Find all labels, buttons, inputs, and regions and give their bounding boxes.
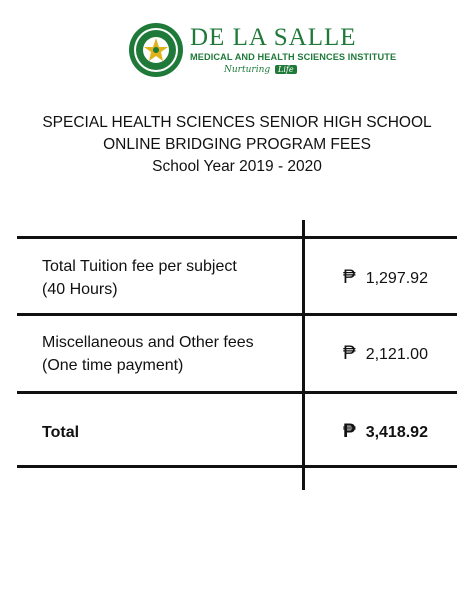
fee-label-line1: Total Tuition fee per subject [42, 258, 237, 275]
program-heading: ONLINE BRIDGING PROGRAM FEES [103, 136, 371, 153]
table-row-amount [343, 267, 428, 289]
peso-symbol: ₱ [343, 267, 356, 288]
table-column-divider [302, 220, 305, 490]
brand-subtitle: MEDICAL AND HEALTH SCIENCES INSTITUTE [190, 52, 397, 62]
total-amount-value: 3,418.92 [365, 424, 428, 441]
peso-symbol: ₱ [343, 421, 356, 442]
table-row-label [42, 331, 254, 377]
brand-tagline [224, 65, 297, 75]
brand-tagline-life: Life [275, 65, 297, 74]
table-rule-top [17, 236, 457, 239]
institution-logo [128, 22, 397, 82]
school-heading: SPECIAL HEALTH SCIENCES SENIOR HIGH SCHOOL [42, 114, 432, 131]
table-row-amount [343, 343, 428, 365]
fee-label-line1: Miscellaneous and Other fees [42, 334, 254, 351]
table-rule-bottom [17, 465, 457, 468]
total-label: Total [42, 424, 80, 441]
table-rule [17, 313, 457, 316]
brand-name: DE LA SALLE [190, 24, 357, 51]
peso-symbol: ₱ [343, 343, 356, 364]
fee-label-line2: (One time payment) [42, 357, 184, 374]
table-row-label [42, 255, 237, 301]
fee-amount: 2,121.00 [365, 346, 428, 363]
brand-tagline-text: Nurturing [224, 65, 271, 75]
school-year-heading: School Year 2019 - 2020 [152, 158, 322, 175]
fee-amount: 1,297.92 [365, 270, 428, 287]
total-amount [343, 421, 428, 443]
fee-label-line2: (40 Hours) [42, 281, 118, 298]
table-rule [17, 391, 457, 394]
seal-icon [128, 22, 184, 78]
